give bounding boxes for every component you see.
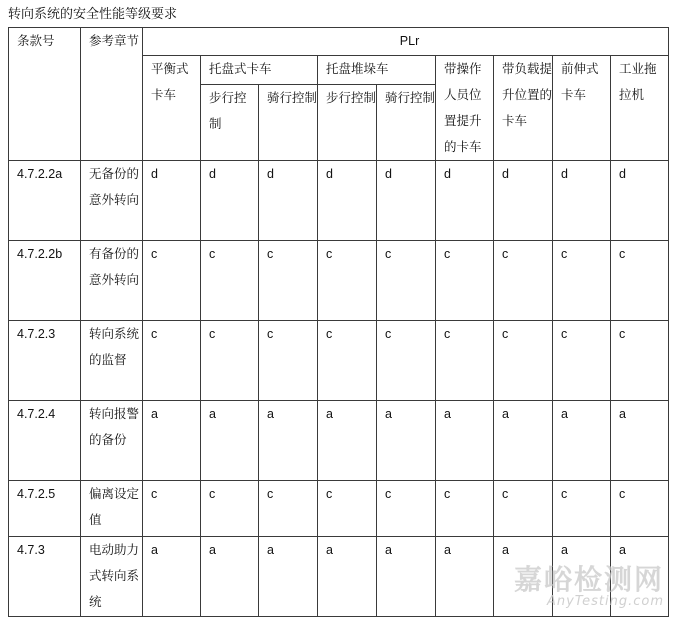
plr-value-cell: d — [318, 161, 377, 241]
clause-cell: 4.7.2.2b — [9, 241, 81, 321]
clause-cell: 4.7.2.3 — [9, 321, 81, 401]
ref-cell: 电动助力式转向系统 — [81, 537, 143, 617]
plr-value-cell: d — [201, 161, 259, 241]
plr-value-cell: a — [318, 401, 377, 481]
plr-value-cell: c — [259, 321, 318, 401]
plr-value-cell: c — [318, 481, 377, 537]
plr-value-cell: a — [553, 537, 611, 617]
ref-cell: 无备份的意外转向 — [81, 161, 143, 241]
group-pallet-truck: 托盘式卡车 — [201, 56, 318, 85]
plr-value-cell: a — [494, 537, 553, 617]
plr-value-cell: c — [377, 241, 436, 321]
table-row — [9, 321, 669, 401]
plr-value-cell: c — [143, 321, 201, 401]
plr-value-cell: a — [377, 401, 436, 481]
plr-value-cell: c — [494, 321, 553, 401]
plr-value-cell: c — [143, 481, 201, 537]
clause-cell: 4.7.3 — [9, 537, 81, 617]
clause-cell: 4.7.2.2a — [9, 161, 81, 241]
table-row — [9, 401, 669, 481]
header-ref: 参考章节 — [81, 28, 143, 161]
plr-value-cell: a — [553, 401, 611, 481]
plr-value-cell: c — [611, 481, 669, 537]
col-pallet-truck-ride: 骑行控制 — [259, 84, 318, 160]
plr-value-cell: a — [143, 537, 201, 617]
table-row — [9, 161, 669, 241]
group-pallet-stacker: 托盘堆垛车 — [318, 56, 436, 85]
plr-value-cell: c — [553, 321, 611, 401]
plr-value-cell: c — [494, 241, 553, 321]
col-pallet-stacker-ride: 骑行控制 — [377, 84, 436, 160]
plr-requirements-table — [8, 27, 669, 617]
plr-value-cell: c — [143, 241, 201, 321]
ref-cell: 偏离设定值 — [81, 481, 143, 537]
plr-value-cell: c — [494, 481, 553, 537]
col-counterbalance: 平衡式卡车 — [143, 56, 201, 161]
plr-value-cell: d — [259, 161, 318, 241]
plr-value-cell: a — [318, 537, 377, 617]
table-body — [9, 161, 669, 617]
plr-value-cell: c — [318, 321, 377, 401]
plr-value-cell: a — [436, 537, 494, 617]
plr-value-cell: a — [494, 401, 553, 481]
plr-value-cell: c — [611, 241, 669, 321]
plr-value-cell: a — [259, 537, 318, 617]
col-pallet-stacker-ped: 步行控制 — [318, 84, 377, 160]
plr-value-cell: a — [143, 401, 201, 481]
plr-value-cell: c — [201, 321, 259, 401]
col-tractor: 工业拖拉机 — [611, 56, 669, 161]
plr-value-cell: d — [611, 161, 669, 241]
plr-value-cell: d — [377, 161, 436, 241]
ref-cell: 有备份的意外转向 — [81, 241, 143, 321]
header-clause: 条款号 — [9, 28, 81, 161]
watermark-en: AnyTesting.com — [546, 594, 664, 609]
plr-value-cell: a — [201, 401, 259, 481]
table-row — [9, 481, 669, 537]
plr-value-cell: c — [201, 481, 259, 537]
plr-value-cell: c — [377, 321, 436, 401]
plr-value-cell: c — [377, 481, 436, 537]
plr-value-cell: c — [436, 481, 494, 537]
header-plr: PLr — [143, 28, 669, 56]
plr-value-cell: d — [553, 161, 611, 241]
plr-value-cell: a — [377, 537, 436, 617]
ref-cell: 转向系统的监督 — [81, 321, 143, 401]
plr-value-cell: c — [553, 481, 611, 537]
watermark-cn: 嘉峪检测网 — [513, 563, 664, 596]
plr-value-cell: c — [436, 321, 494, 401]
plr-value-cell: d — [143, 161, 201, 241]
plr-value-cell: c — [436, 241, 494, 321]
table-caption: 转向系统的安全性能等级要求 — [8, 7, 178, 22]
col-pallet-truck-ped: 步行控制 — [201, 84, 259, 160]
col-load-lift: 带负载提升位置的卡车 — [494, 56, 553, 161]
table-row — [9, 537, 669, 617]
plr-value-cell: d — [494, 161, 553, 241]
plr-value-cell: a — [611, 537, 669, 617]
ref-cell: 转向报警的备份 — [81, 401, 143, 481]
plr-value-cell: a — [259, 401, 318, 481]
plr-value-cell: c — [201, 241, 259, 321]
plr-value-cell: a — [436, 401, 494, 481]
plr-value-cell: c — [259, 241, 318, 321]
plr-value-cell: c — [259, 481, 318, 537]
plr-value-cell: a — [611, 401, 669, 481]
clause-cell: 4.7.2.4 — [9, 401, 81, 481]
table-row — [9, 241, 669, 321]
clause-cell: 4.7.2.5 — [9, 481, 81, 537]
plr-value-cell: c — [611, 321, 669, 401]
col-order-picker: 带操作人员位置提升的卡车 — [436, 56, 494, 161]
plr-value-cell: a — [201, 537, 259, 617]
plr-value-cell: c — [553, 241, 611, 321]
plr-value-cell: d — [436, 161, 494, 241]
plr-value-cell: c — [318, 241, 377, 321]
col-reach: 前伸式卡车 — [553, 56, 611, 161]
